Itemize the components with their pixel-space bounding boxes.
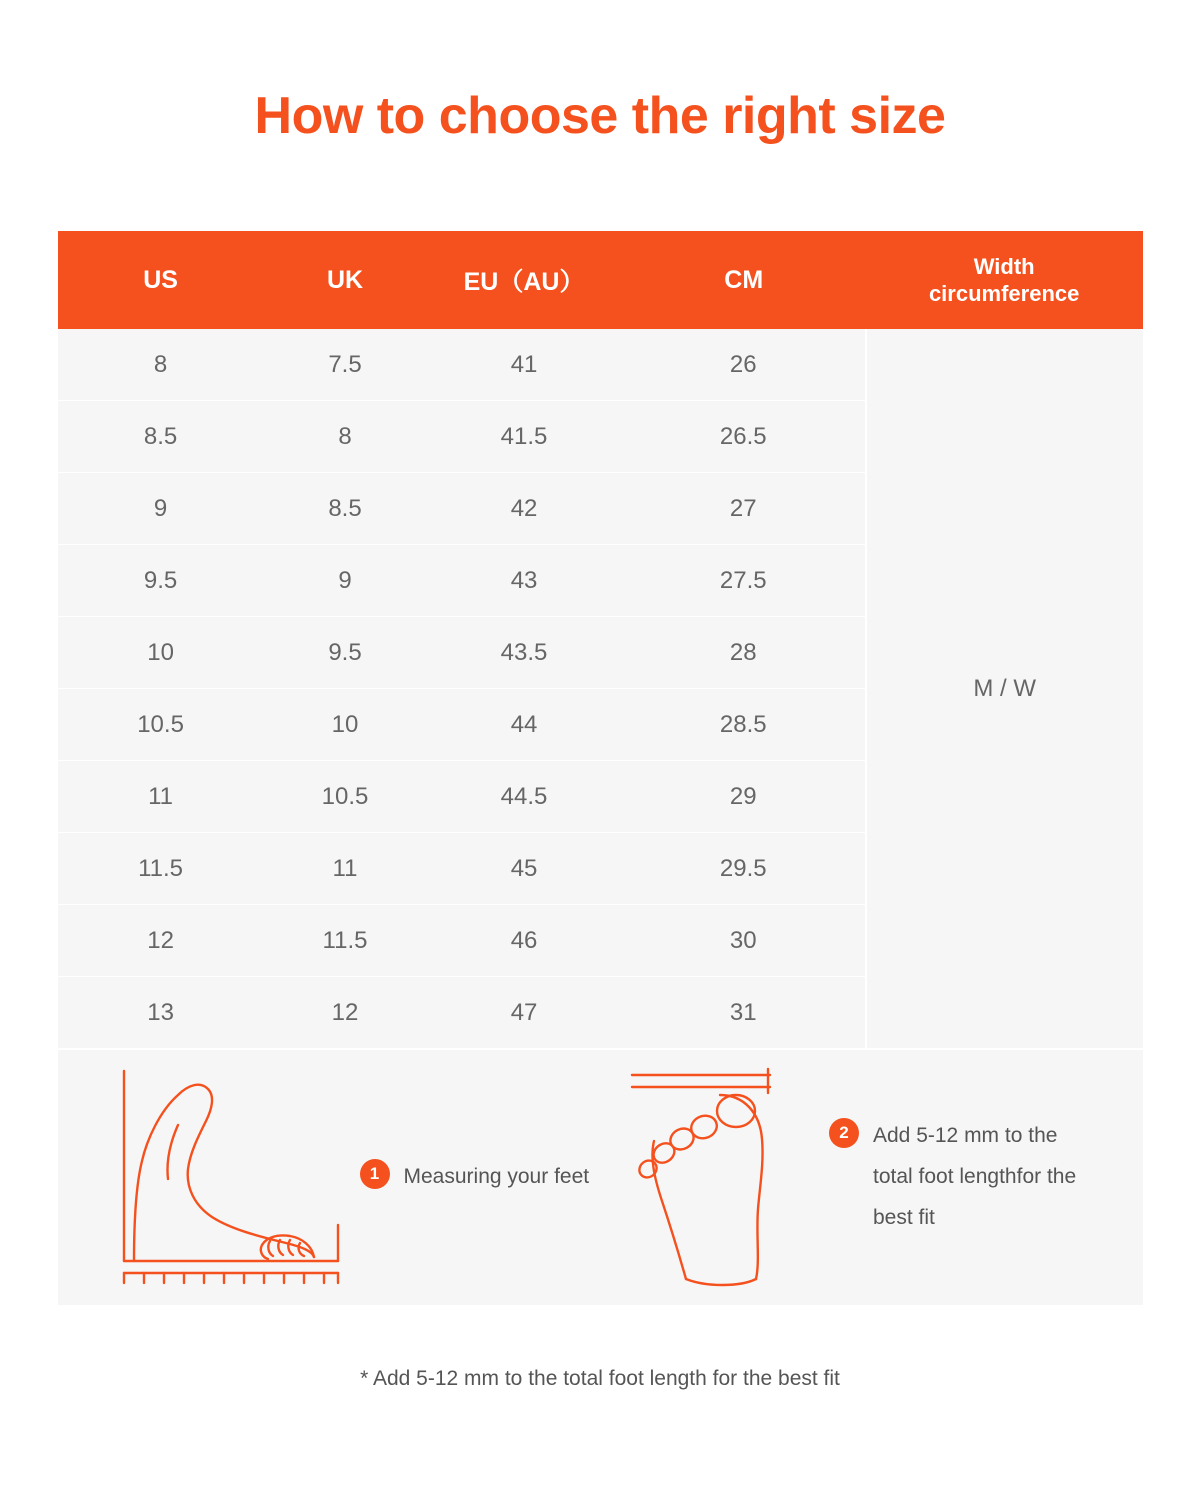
cell-cm: 29 (622, 761, 866, 833)
step-2-text: Add 5-12 mm to the total foot lengthfor the best fit (873, 1124, 1077, 1230)
footnote: * Add 5-12 mm to the total foot length for the best fit (360, 1367, 840, 1391)
foot-top-measure-icon (620, 1065, 815, 1290)
size-table-header (58, 231, 1143, 329)
cell-cm: 27.5 (622, 545, 866, 617)
cell-cm: 31 (622, 977, 866, 1049)
cell-us: 12 (58, 905, 264, 977)
cell-eu: 44 (426, 689, 621, 761)
cell-eu: 43 (426, 545, 621, 617)
cell-cm: 27 (622, 473, 866, 545)
cell-uk: 8 (264, 401, 427, 473)
step-1-caption (360, 1157, 590, 1198)
step-1-badge: 1 (360, 1159, 390, 1189)
cell-eu: 42 (426, 473, 621, 545)
cell-eu: 41 (426, 329, 621, 401)
cell-cm: 26 (622, 329, 866, 401)
column-header-us: US (58, 231, 264, 329)
cell-eu: 44.5 (426, 761, 621, 833)
cell-uk: 10.5 (264, 761, 427, 833)
cell-cm: 28 (622, 617, 866, 689)
cell-eu: 47 (426, 977, 621, 1049)
column-header-eu: EU（AU） (426, 231, 621, 329)
cell-us: 10.5 (58, 689, 264, 761)
page-title: How to choose the right size (254, 87, 946, 145)
cell-us: 9.5 (58, 545, 264, 617)
cell-width-circumference: M / W (866, 329, 1143, 1048)
cell-us: 8.5 (58, 401, 264, 473)
cell-uk: 11.5 (264, 905, 427, 977)
column-header-uk: UK (264, 231, 427, 329)
cell-eu: 41.5 (426, 401, 621, 473)
step-2-badge: 2 (829, 1118, 859, 1148)
cell-uk: 12 (264, 977, 427, 1049)
cell-uk: 11 (264, 833, 427, 905)
cell-us: 11.5 (58, 833, 264, 905)
foot-side-ruler-icon (116, 1065, 346, 1290)
step-2-caption (829, 1116, 1088, 1239)
cell-us: 13 (58, 977, 264, 1049)
cell-uk: 7.5 (264, 329, 427, 401)
step-1-text: Measuring your feet (403, 1165, 590, 1189)
cell-us: 10 (58, 617, 264, 689)
cell-cm: 30 (622, 905, 866, 977)
cell-eu: 46 (426, 905, 621, 977)
cell-uk: 9.5 (264, 617, 427, 689)
cell-uk: 9 (264, 545, 427, 617)
column-header-cm: CM (622, 231, 866, 329)
size-table-body (58, 329, 1143, 1048)
cell-uk: 10 (264, 689, 427, 761)
cell-eu: 43.5 (426, 617, 621, 689)
cell-cm: 28.5 (622, 689, 866, 761)
cell-cm: 29.5 (622, 833, 866, 905)
cell-us: 11 (58, 761, 264, 833)
column-header-width (866, 231, 1143, 329)
measurement-instructions-row (58, 1048, 1143, 1305)
measure-step-1 (58, 1050, 601, 1305)
cell-cm: 26.5 (622, 401, 866, 473)
header-row (58, 231, 1143, 329)
size-table-container (58, 231, 1143, 1305)
column-header-width-line1: Width (973, 253, 1035, 279)
size-table (58, 231, 1143, 1048)
column-header-width-line2: circumference (928, 281, 1080, 307)
cell-us: 9 (58, 473, 264, 545)
table-row (58, 329, 1143, 401)
cell-eu: 45 (426, 833, 621, 905)
cell-uk: 8.5 (264, 473, 427, 545)
measure-step-2 (600, 1050, 1143, 1305)
cell-us: 8 (58, 329, 264, 401)
